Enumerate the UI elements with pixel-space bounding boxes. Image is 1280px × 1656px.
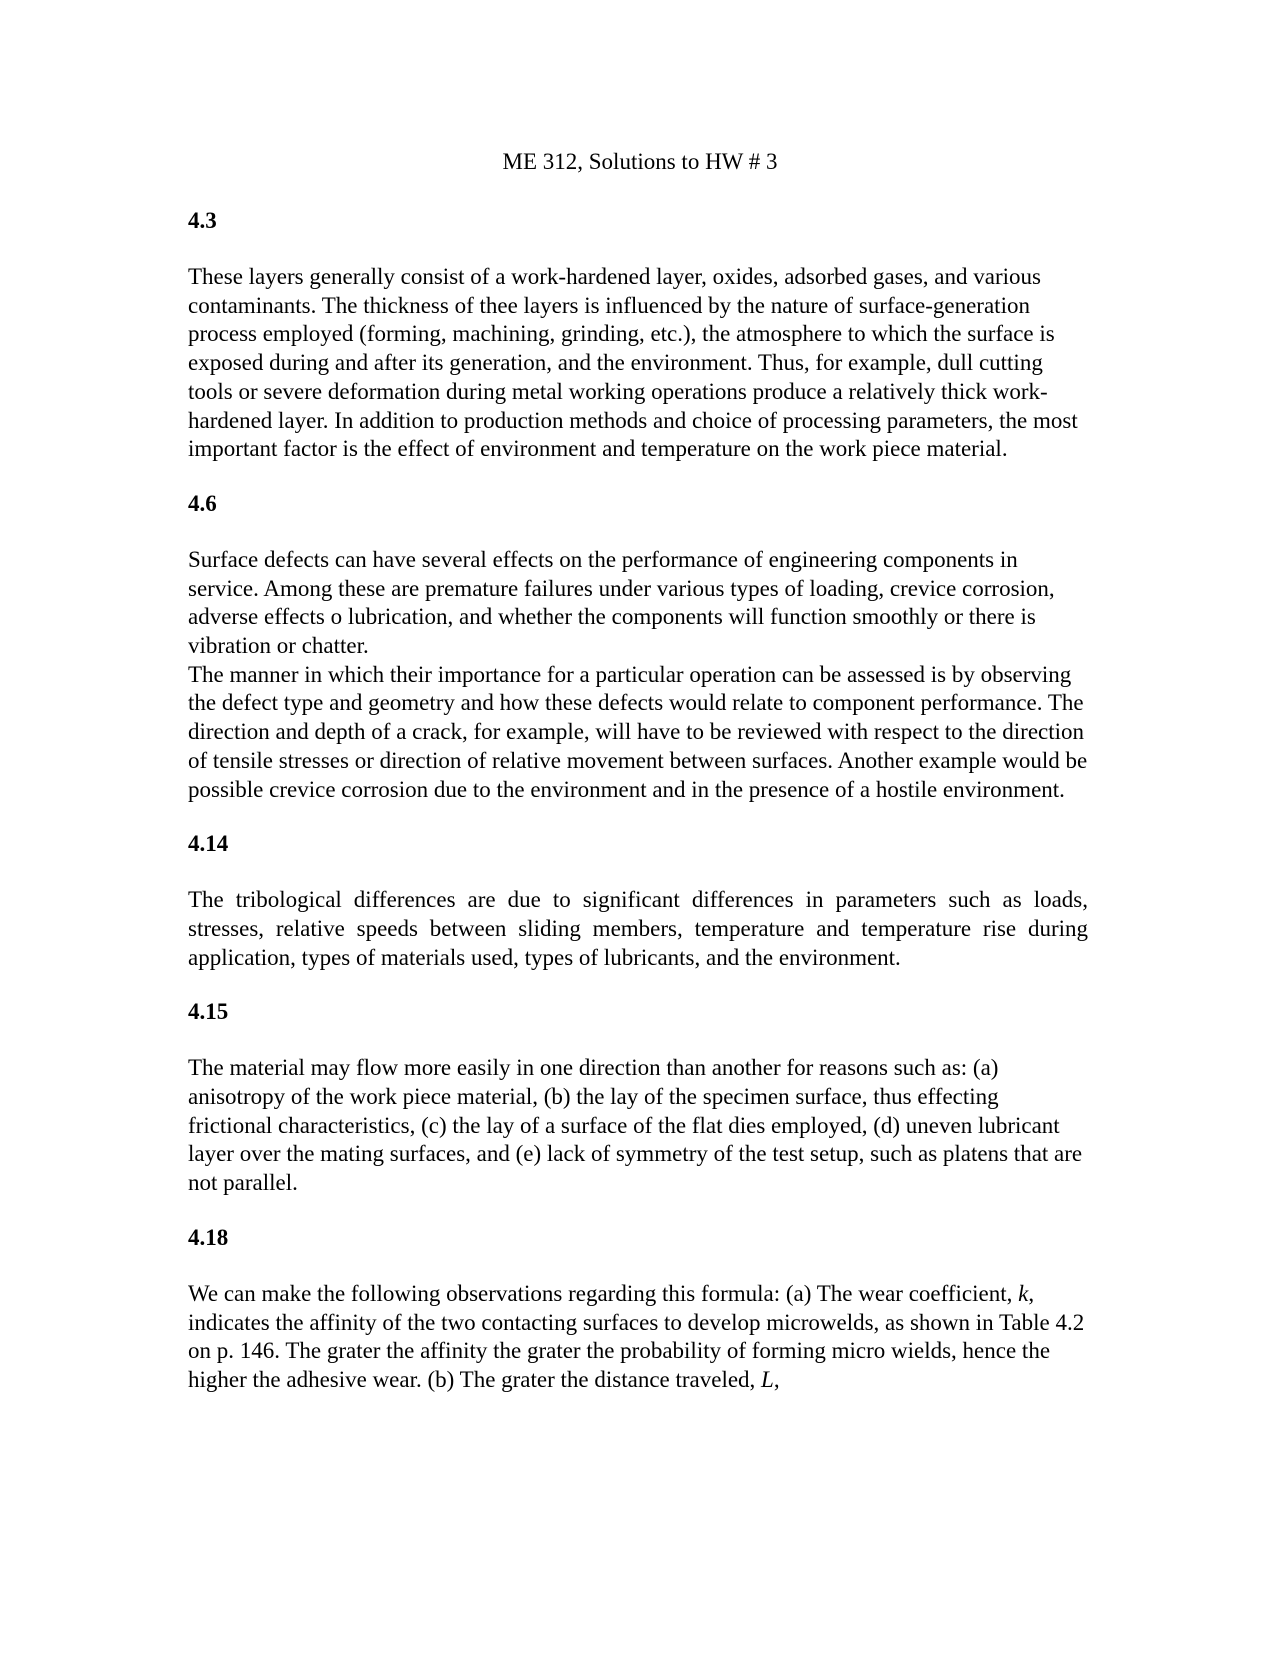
section-4-18 xyxy=(188,1224,1088,1395)
section-4-14 xyxy=(188,830,1088,972)
section-4-6 xyxy=(188,490,1088,804)
paragraph: The material may flow more easily in one direction than another for reasons such as: (a) anisotropy of the work piece material, (b) the lay of the specimen surface, thus effecting frictional characteristics, (c) the lay of a surface of the flat dies employed, (d) uneven lubricant layer over the mating surfaces, and (e) lack of symmetry of the test setup, such as platens that are not parallel. xyxy=(188,1055,1083,1196)
paragraph-text: , xyxy=(773,1366,780,1392)
problem-number: 4.3 xyxy=(188,208,217,233)
variable-l: L xyxy=(761,1366,774,1392)
paragraph: The tribological differences are due to significant differences in parameters such as loads, stresses, relative speeds between sliding members, temperature and temperature rise during application, types of materials used, types of lubricants, and the environment. xyxy=(188,887,1088,970)
problem-number: 4.18 xyxy=(188,1224,229,1250)
document-body xyxy=(188,207,1088,1421)
paragraph: Surface defects can have several effects on the performance of engineering components in service. Among these are premature failures under various types of loading, crevice corrosion, adverse effects o lubrication, and whether the components will function smoothly or there is vibration or chatter. xyxy=(188,546,1055,659)
paragraph-text: We can make the following observations regarding this formula: (a) The wear coefficient, xyxy=(188,1280,1019,1306)
paragraph: The manner in which their importance for a particular operation can be assessed is by observing the defect type and geometry and how these defects would relate to component performance. The direction and depth of a crack, for example, will have to be reviewed with respect to the direction of tensile stresses or direction of relative movement between surfaces. Another example would be possible crevice corrosion due to the environment and in the presence of a hostile environment. xyxy=(188,661,1088,802)
paragraph-text: , indicates the affinity of the two contacting surfaces to develop microwelds, as shown in Table 4.2 on p. 146. The grater the affinity the grater the probability of forming micro wields, hence the higher the adhesive wear. (b) The grater the distance traveled, xyxy=(188,1280,1085,1392)
problem-number: 4.15 xyxy=(188,999,229,1025)
section-4-15 xyxy=(188,998,1088,1198)
problem-number: 4.14 xyxy=(188,831,229,857)
paragraph: These layers generally consist of a work-hardened layer, oxides, adsorbed gases, and various contaminants. The thickness of thee layers is influenced by the nature of surface-generation process employed (forming, machining, grinding, etc.), the atmosphere to which the surface is exposed during and after its generation, and the environment. Thus, for example, dull cutting tools or severe deformation during metal working operations produce a relatively thick work-hardened layer. In addition to production methods and choice of processing parameters, the most important factor is the effect of environment and temperature on the work piece material. xyxy=(188,264,1078,462)
section-4-3 xyxy=(188,207,1088,464)
problem-number: 4.6 xyxy=(188,490,217,516)
variable-k: k xyxy=(1018,1280,1029,1306)
paragraph xyxy=(188,1280,1088,1395)
document-title: ME 312, Solutions to HW # 3 xyxy=(502,149,778,174)
